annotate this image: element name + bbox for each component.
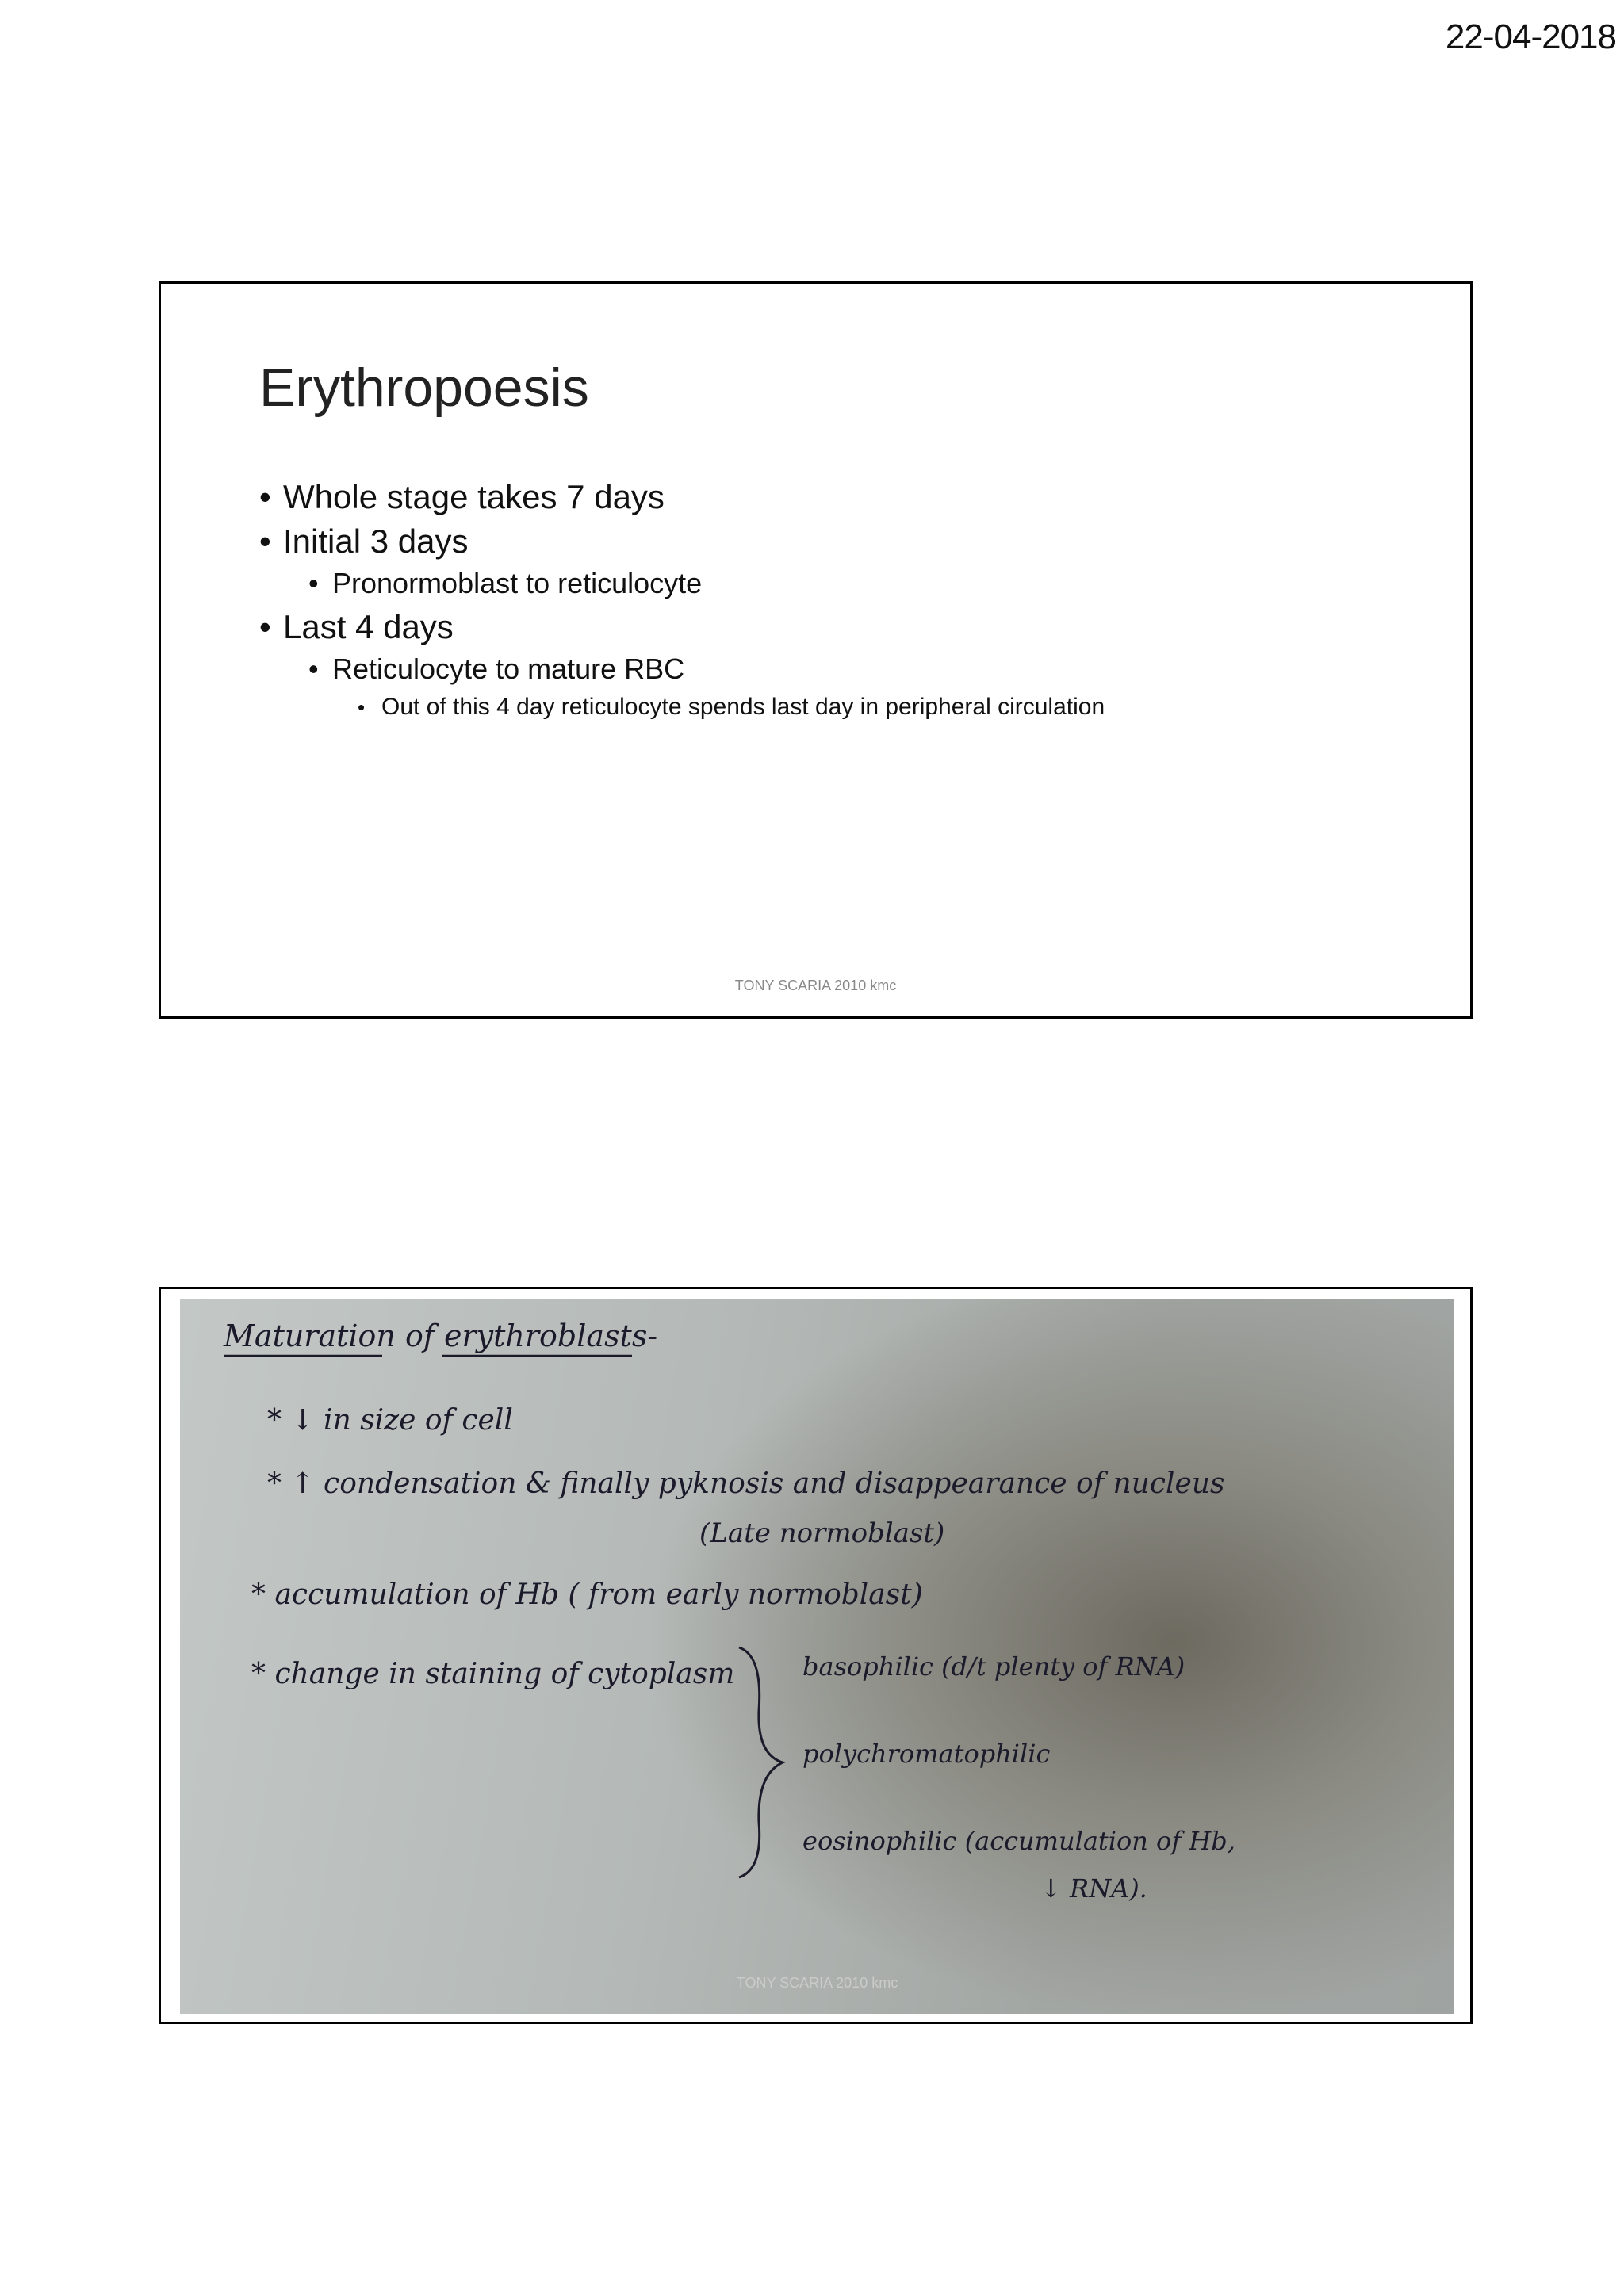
slide-footer: TONY SCARIA 2010 kmc bbox=[734, 978, 897, 993]
bullet-text: Out of this 4 day reticulocyte spends last day in peripheral circulation bbox=[381, 694, 1105, 720]
bullet-icon: • bbox=[259, 522, 271, 560]
bullet-item bbox=[259, 608, 1105, 646]
sub-bullet-item bbox=[259, 652, 1105, 686]
bullet-item bbox=[259, 522, 1105, 561]
slide-footer: TONY SCARIA 2010 kmc bbox=[736, 1975, 898, 1991]
bullet-list bbox=[259, 478, 1105, 729]
handwriting-drawing bbox=[180, 1299, 1454, 2014]
stain-eosinophilic: eosinophilic (accumulation of Hb, bbox=[802, 1826, 1235, 1856]
note-line: * change in staining of cytoplasm bbox=[251, 1658, 735, 1690]
slide-erythropoesis bbox=[159, 281, 1473, 1019]
sub-sub-bullet-item bbox=[259, 694, 1105, 721]
note-line: * accumulation of Hb ( from early normoblast) bbox=[251, 1578, 923, 1611]
handwritten-notes-photo bbox=[180, 1299, 1454, 2014]
page-date: 22-04-2018 bbox=[1445, 17, 1616, 56]
slide-title: Erythropoesis bbox=[259, 358, 589, 418]
bullet-icon: • bbox=[358, 695, 366, 719]
bullet-text: Pronormoblast to reticulocyte bbox=[332, 567, 703, 599]
notes-heading: Maturation of erythroblasts- bbox=[224, 1318, 658, 1353]
note-line: * ↑ condensation & finally pyknosis and disappearance of nucleus bbox=[267, 1468, 1225, 1500]
bullet-text: Last 4 days bbox=[283, 608, 454, 645]
note-line: (Late normoblast) bbox=[699, 1517, 945, 1549]
bullet-text: Initial 3 days bbox=[283, 522, 469, 560]
note-line: * ↓ in size of cell bbox=[267, 1404, 513, 1437]
slide-handwritten-notes bbox=[159, 1287, 1473, 2024]
bullet-icon: • bbox=[308, 652, 319, 685]
sub-bullet-item bbox=[259, 567, 1105, 600]
stain-basophilic: basophilic (d/t plenty of RNA) bbox=[802, 1651, 1185, 1682]
bullet-text: Whole stage takes 7 days bbox=[283, 478, 665, 515]
stain-eosinophilic-cont: ↓ RNA). bbox=[1040, 1873, 1147, 1904]
bullet-icon: • bbox=[259, 478, 271, 515]
bullet-icon: • bbox=[259, 608, 271, 645]
curly-brace-icon bbox=[739, 1647, 783, 1877]
bullet-icon: • bbox=[308, 567, 319, 599]
bullet-text: Reticulocyte to mature RBC bbox=[332, 652, 685, 685]
bullet-item bbox=[259, 478, 1105, 516]
stain-polychromatophilic: polychromatophilic bbox=[802, 1739, 1051, 1769]
